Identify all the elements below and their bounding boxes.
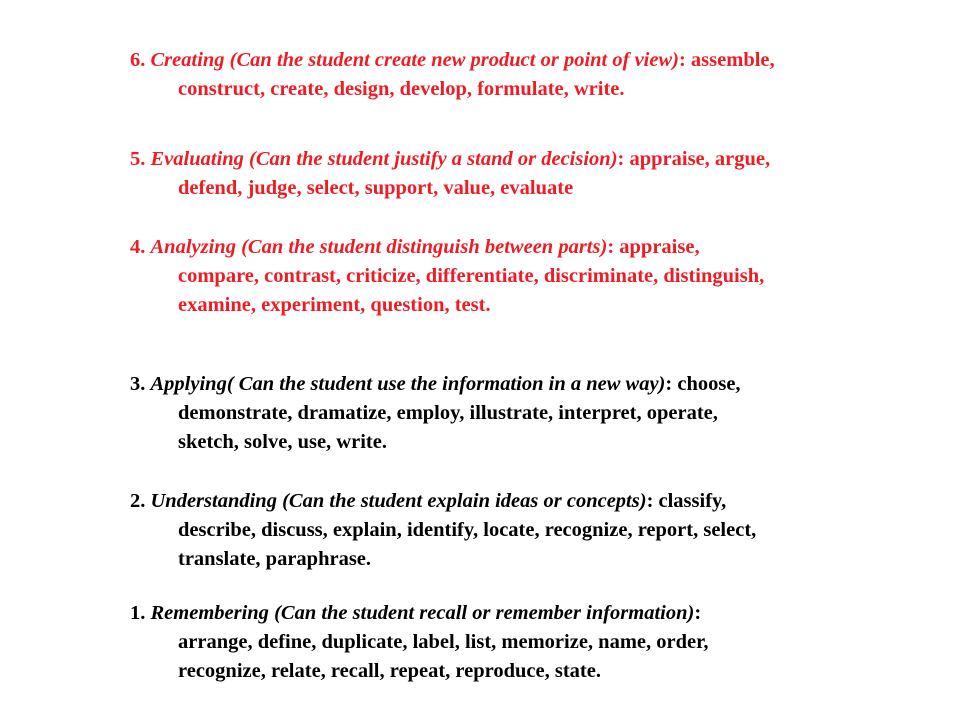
verb-line: examine, experiment, question, test. [178, 294, 491, 316]
level-creating [130, 46, 900, 104]
verb-line: defend, judge, select, support, value, evaluate [178, 177, 574, 199]
level-question: (Can the student justify a stand or decision) [243, 148, 618, 170]
verb-line: recognize, relate, recall, repeat, reproduce, state. [178, 660, 601, 682]
level-question: ( Can the student use the information in a new way) [226, 373, 666, 395]
level-evaluating [130, 145, 900, 203]
level-heading-line [130, 599, 900, 628]
level-number: 2. [130, 490, 146, 512]
level-applying [130, 370, 900, 457]
level-verbs: : appraise, argue, [617, 148, 771, 170]
level-heading-line [130, 145, 900, 174]
level-heading-line [130, 233, 900, 262]
level-number: 6. [130, 49, 146, 71]
verb-line: compare, contrast, criticize, differentiate, discriminate, distinguish, [178, 265, 765, 287]
level-heading-line [130, 487, 900, 516]
level-name: Understanding [150, 490, 277, 512]
level-verbs: : assemble, [678, 49, 775, 71]
level-question: (Can the student distinguish between parts) [235, 236, 608, 258]
verb-line: sketch, solve, use, write. [178, 431, 387, 453]
level-name: Remembering [150, 602, 269, 624]
level-question: (Can the student recall or remember information) [268, 602, 695, 624]
level-verbs: : choose, [665, 373, 741, 395]
level-verbs: : [694, 602, 702, 624]
verb-line: arrange, define, duplicate, label, list, memorize, name, order, [178, 631, 709, 653]
level-number: 4. [130, 236, 146, 258]
level-number: 5. [130, 148, 146, 170]
level-number: 1. [130, 602, 146, 624]
level-heading-line [130, 46, 900, 75]
level-analyzing [130, 233, 900, 320]
level-number: 3. [130, 373, 146, 395]
level-name: Applying [150, 373, 227, 395]
level-name: Evaluating [150, 148, 244, 170]
level-verbs: : classify, [646, 490, 727, 512]
level-question: (Can the student create new product or point of view) [224, 49, 679, 71]
verb-line: construct, create, design, develop, formulate, write. [178, 78, 625, 100]
verb-line: describe, discuss, explain, identify, locate, recognize, report, select, [178, 519, 757, 541]
verb-line: translate, paraphrase. [178, 548, 372, 570]
level-understanding [130, 487, 900, 574]
level-remembering [130, 599, 900, 686]
level-name: Creating [150, 49, 225, 71]
level-question: (Can the student explain ideas or concepts) [276, 490, 647, 512]
level-verbs: : appraise, [607, 236, 700, 258]
verb-line: demonstrate, dramatize, employ, illustrate, interpret, operate, [178, 402, 718, 424]
level-name: Analyzing [150, 236, 236, 258]
level-heading-line [130, 370, 900, 399]
